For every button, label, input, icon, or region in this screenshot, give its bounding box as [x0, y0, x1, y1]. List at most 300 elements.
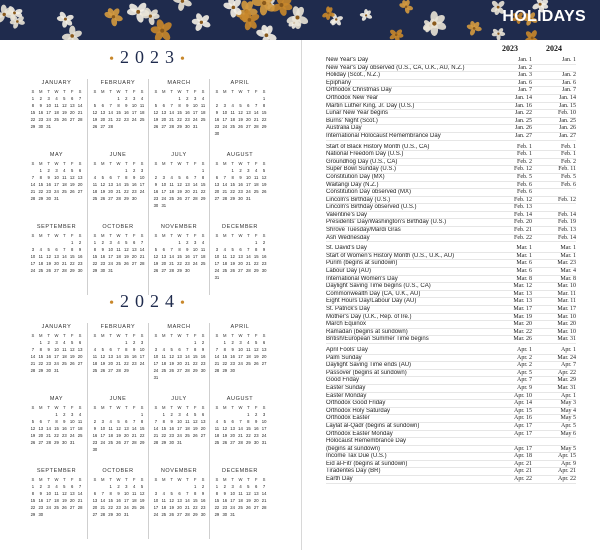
day-number: 19: [124, 254, 129, 259]
date-2024: May 4: [560, 407, 576, 414]
day-number: 23: [222, 505, 228, 510]
day-number: 14: [62, 254, 67, 259]
weekday-letter: F: [132, 161, 136, 166]
month-days-grid: [29, 475, 84, 535]
day-number: 31: [153, 375, 159, 380]
day-number: 6: [93, 491, 97, 496]
holiday-name: Orthodox Holy Saturday: [326, 407, 391, 414]
day-number: 14: [100, 498, 106, 503]
day-number: 15: [261, 110, 267, 115]
day-number: 19: [100, 189, 106, 194]
day-number: 21: [30, 361, 36, 366]
day-number: 1: [31, 96, 35, 101]
weekday-letter: S: [262, 405, 266, 410]
holiday-name: Australia Day: [326, 125, 362, 132]
day-number: 4: [109, 419, 112, 424]
day-number: 17: [238, 354, 243, 359]
day-number: 20: [131, 254, 137, 259]
month-days-grid: [213, 159, 268, 219]
day-number: 25: [116, 261, 121, 266]
day-number: 20: [92, 505, 98, 510]
holiday-row: [326, 461, 576, 469]
weekday-letter: M: [101, 477, 105, 482]
day-number: 9: [39, 491, 42, 496]
day-number: 2: [201, 340, 205, 345]
weekday-letter: S: [78, 161, 82, 166]
day-number: 18: [62, 182, 67, 187]
day-number: 5: [239, 103, 242, 108]
day-number: 10: [108, 247, 113, 252]
day-number: 4: [140, 96, 144, 101]
day-number: 18: [253, 182, 259, 187]
day-number: 29: [30, 124, 36, 129]
day-number: 9: [186, 103, 189, 108]
day-number: 19: [62, 498, 67, 503]
day-number: 24: [131, 117, 137, 122]
day-number: 22: [124, 361, 129, 366]
month-days-grid: [29, 231, 84, 291]
day-number: 15: [253, 254, 259, 259]
day-number: 21: [261, 498, 267, 503]
day-number: 10: [214, 254, 220, 259]
day-number: 14: [261, 491, 267, 496]
date-2023: Feb. 2: [517, 158, 532, 165]
holiday-row: [326, 321, 576, 329]
weekday-letter: M: [39, 233, 43, 238]
holiday-name: Ramadan (begins at sundown): [326, 328, 408, 335]
day-number: 7: [31, 175, 35, 180]
day-number: 30: [222, 512, 228, 517]
month-name: MARCH: [167, 80, 191, 86]
day-number: 6: [71, 484, 74, 489]
day-number: 20: [238, 261, 243, 266]
holiday-row: [326, 204, 576, 212]
date-2024: Feb. 6: [561, 181, 576, 188]
day-number: 14: [30, 354, 36, 359]
month-days-grid: [29, 87, 84, 147]
day-number: 4: [117, 240, 120, 245]
day-number: 3: [101, 419, 104, 424]
day-number: 6: [239, 247, 242, 252]
day-number: 23: [185, 117, 190, 122]
holiday-name: Lincoln's Birthday observed (U.S.): [326, 204, 417, 211]
month-days-grid: [29, 403, 84, 463]
day-number: 6: [71, 96, 74, 101]
date-2024: Jan. 25: [559, 117, 576, 124]
day-number: 22: [108, 505, 113, 510]
month-days-grid: [29, 331, 84, 391]
day-number: 24: [108, 261, 113, 266]
day-number: 10: [139, 347, 145, 352]
column-header-2023: 2023: [502, 44, 518, 53]
weekday-letter: F: [132, 233, 136, 238]
day-number: 1: [31, 484, 35, 489]
weekday-letter: M: [101, 333, 105, 338]
day-number: 26: [169, 512, 174, 517]
date-2023: Apr. 17: [514, 422, 532, 429]
date-2023: Mar. 26: [513, 336, 532, 343]
day-number: 23: [238, 189, 243, 194]
day-number: 14: [192, 182, 198, 187]
month-days-grid: [152, 159, 207, 219]
month-december: [209, 467, 270, 539]
day-number: 1: [55, 412, 58, 417]
day-number: 16: [38, 110, 44, 115]
date-2024: Mar. 24: [557, 354, 576, 361]
holiday-name: New Year's Day: [326, 57, 369, 63]
column-header-2024: 2024: [546, 44, 562, 53]
holiday-row: [326, 336, 576, 344]
weekday-letter: S: [154, 405, 158, 410]
day-number: 22: [246, 433, 251, 438]
day-number: 7: [262, 484, 266, 489]
day-number: 8: [71, 247, 74, 252]
day-number: 1: [39, 168, 42, 173]
day-number: 6: [186, 175, 189, 180]
holiday-row: [326, 80, 576, 88]
day-number: 5: [71, 340, 74, 345]
date-2024: Apr. 22: [558, 369, 576, 376]
day-number: 23: [153, 196, 159, 201]
day-number: 11: [185, 419, 190, 424]
weekday-letter: F: [70, 233, 74, 238]
date-2024: Feb. 11: [558, 166, 576, 173]
month-name: OCTOBER: [102, 224, 134, 230]
date-2023: Jan. 7: [518, 87, 532, 94]
date-2024: Mar. 17: [557, 306, 576, 312]
day-number: 27: [214, 196, 220, 201]
day-number: 15: [200, 182, 206, 187]
day-number: 15: [124, 354, 129, 359]
day-number: 10: [238, 347, 243, 352]
weekday-letter: T: [170, 89, 173, 94]
day-number: 11: [62, 175, 67, 180]
day-number: 4: [201, 96, 205, 101]
weekday-letter: W: [54, 477, 59, 482]
holiday-row: [326, 159, 576, 167]
day-number: 22: [161, 433, 167, 438]
day-number: 22: [222, 361, 228, 366]
day-number: 4: [223, 247, 226, 252]
day-number: 25: [77, 433, 83, 438]
day-number: 4: [255, 168, 258, 173]
day-number: 3: [178, 412, 181, 417]
day-number: 19: [177, 189, 182, 194]
weekday-letter: T: [47, 89, 50, 94]
day-number: 8: [231, 175, 234, 180]
day-number: 6: [215, 175, 219, 180]
date-2023: Mar. 8: [516, 275, 532, 282]
weekday-letter: W: [177, 477, 182, 482]
day-number: 12: [169, 498, 174, 503]
day-number: 25: [161, 368, 167, 373]
day-number: 8: [125, 175, 128, 180]
weekday-letter: S: [93, 233, 97, 238]
day-number: 21: [222, 189, 228, 194]
day-number: 2: [78, 240, 82, 245]
day-number: 10: [153, 354, 159, 359]
holiday-row: [326, 144, 576, 152]
date-2024: Mar. 8: [560, 275, 576, 282]
day-number: 3: [194, 240, 197, 245]
day-number: 10: [100, 426, 106, 431]
day-number: 4: [201, 240, 205, 245]
weekday-letter: W: [177, 233, 182, 238]
day-number: 25: [108, 440, 113, 445]
day-number: 11: [230, 110, 235, 115]
flower-icon: [399, 0, 414, 14]
day-number: 15: [54, 426, 59, 431]
day-number: 27: [230, 440, 235, 445]
holiday-name: Groundhog Day (U.S., CA): [326, 158, 398, 165]
day-number: 3: [162, 175, 165, 180]
day-number: 13: [161, 254, 167, 259]
month-days-grid: [91, 403, 146, 463]
month-december: [209, 223, 270, 295]
day-number: 12: [62, 491, 67, 496]
weekday-letter: W: [54, 161, 59, 166]
weekday-letter: S: [78, 89, 82, 94]
day-number: 13: [69, 103, 75, 108]
day-number: 8: [247, 419, 250, 424]
day-number: 15: [192, 354, 198, 359]
date-2023: Mar. 19: [513, 313, 532, 320]
day-number: 15: [124, 182, 129, 187]
weekday-letter: M: [162, 89, 166, 94]
bullet-icon: •: [109, 52, 120, 67]
day-number: 26: [139, 505, 145, 510]
month-days-grid: [213, 231, 268, 291]
weekday-letter: T: [63, 477, 66, 482]
weekday-letter: W: [116, 89, 121, 94]
day-number: 24: [54, 189, 59, 194]
day-number: 16: [261, 254, 267, 259]
day-number: 24: [30, 268, 36, 273]
day-number: 28: [30, 368, 36, 373]
day-number: 24: [192, 261, 198, 266]
day-number: 13: [54, 254, 59, 259]
day-number: 14: [169, 110, 174, 115]
day-number: 6: [247, 103, 250, 108]
date-2023: Jan. 16: [515, 102, 532, 109]
day-number: 1: [231, 168, 234, 173]
day-number: 12: [46, 254, 51, 259]
day-number: 2: [262, 240, 266, 245]
day-number: 19: [222, 433, 228, 438]
day-number: 21: [246, 261, 251, 266]
day-number: 14: [214, 354, 220, 359]
day-number: 12: [116, 426, 121, 431]
day-number: 19: [69, 182, 75, 187]
day-number: 28: [185, 512, 190, 517]
date-2024: Mar. 1: [560, 252, 576, 259]
day-number: 9: [186, 247, 189, 252]
date-2024: Apr. 21: [558, 468, 576, 475]
weekday-letter: W: [238, 89, 243, 94]
date-2024: Jan. 26: [559, 125, 576, 132]
day-number: 24: [46, 505, 51, 510]
day-number: 18: [108, 433, 113, 438]
day-number: 16: [46, 354, 51, 359]
day-number: 11: [92, 354, 98, 359]
flower-icon: [524, 29, 540, 40]
day-number: 30: [38, 124, 44, 129]
day-number: 24: [222, 124, 228, 129]
day-number: 24: [230, 505, 235, 510]
date-2023: Mar. 1: [516, 252, 532, 259]
day-number: 23: [200, 505, 206, 510]
day-number: 21: [77, 110, 83, 115]
day-number: 12: [192, 419, 198, 424]
day-number: 5: [170, 347, 173, 352]
day-number: 21: [108, 117, 113, 122]
day-number: 5: [178, 175, 181, 180]
weekday-letter: T: [231, 233, 234, 238]
weekday-letter: T: [247, 161, 250, 166]
holiday-name: Easter Sunday: [326, 384, 366, 391]
day-number: 20: [54, 261, 59, 266]
day-number: 27: [69, 505, 75, 510]
day-number: 29: [177, 268, 182, 273]
day-number: 16: [185, 254, 190, 259]
day-number: 7: [255, 103, 258, 108]
day-number: 6: [133, 240, 136, 245]
day-number: 23: [261, 261, 267, 266]
day-number: 19: [69, 354, 75, 359]
day-number: 3: [31, 247, 35, 252]
day-number: 8: [39, 347, 42, 352]
day-number: 18: [230, 117, 235, 122]
day-number: 30: [62, 440, 67, 445]
day-number: 15: [139, 426, 145, 431]
day-number: 21: [116, 361, 121, 366]
weekday-letter: M: [223, 161, 227, 166]
day-number: 22: [261, 117, 267, 122]
day-number: 8: [255, 247, 258, 252]
day-number: 29: [124, 196, 129, 201]
holiday-name: Orthodox Easter: [326, 415, 370, 422]
month-days-grid: [213, 403, 268, 463]
holiday-name: Laylat al-Qadr (begins at sundown): [326, 422, 420, 429]
day-number: 4: [247, 340, 250, 345]
day-number: 5: [223, 419, 226, 424]
day-number: 13: [124, 426, 129, 431]
weekday-letter: S: [215, 477, 219, 482]
day-number: 28: [131, 440, 137, 445]
date-2023: Mar. 20: [513, 321, 532, 328]
day-number: 6: [101, 103, 104, 108]
day-number: 12: [230, 254, 235, 259]
day-number: 2: [47, 340, 50, 345]
holiday-name: British/European Summer Time begins: [326, 336, 429, 343]
month-row: [26, 323, 270, 395]
day-number: 12: [261, 175, 267, 180]
day-number: 5: [255, 340, 258, 345]
holiday-row: [326, 197, 576, 205]
day-number: 2: [125, 96, 128, 101]
holiday-name: Super Bowl Sunday (U.S.): [326, 166, 397, 173]
day-number: 12: [253, 347, 259, 352]
day-number: 22: [214, 505, 220, 510]
day-number: 25: [54, 117, 59, 122]
day-number: 27: [177, 368, 182, 373]
day-number: 16: [238, 182, 243, 187]
weekday-letter: W: [177, 405, 182, 410]
day-number: 13: [261, 347, 267, 352]
day-number: 29: [124, 368, 129, 373]
day-number: 29: [214, 512, 220, 517]
day-number: 17: [54, 354, 59, 359]
day-number: 24: [177, 433, 182, 438]
day-number: 3: [71, 412, 74, 417]
day-number: 23: [131, 189, 137, 194]
day-number: 6: [162, 247, 165, 252]
day-number: 15: [246, 426, 251, 431]
day-number: 11: [116, 247, 121, 252]
month-july: [148, 151, 209, 223]
day-number: 17: [124, 498, 129, 503]
date-2024: Mar. 23: [557, 260, 576, 267]
day-number: 9: [215, 110, 219, 115]
day-number: 1: [194, 340, 197, 345]
day-number: 18: [92, 189, 98, 194]
day-number: 30: [38, 512, 44, 517]
day-number: 20: [108, 189, 113, 194]
date-2023: Apr. 9: [517, 384, 532, 391]
month-october: [87, 467, 148, 539]
holiday-name: Shrove Tuesday/Mardi Gras: [326, 227, 401, 234]
holiday-name: Presidents' Day/Washington's Birthday (U.S.): [326, 219, 447, 226]
day-number: 12: [139, 491, 145, 496]
day-number: 30: [77, 268, 83, 273]
day-number: 11: [200, 103, 206, 108]
flower-icon: [191, 12, 211, 32]
day-number: 31: [214, 275, 220, 280]
day-number: 5: [63, 96, 66, 101]
day-number: 16: [153, 189, 159, 194]
day-number: 29: [246, 440, 251, 445]
weekday-letter: T: [109, 333, 112, 338]
day-number: 12: [222, 426, 228, 431]
day-number: 23: [124, 117, 129, 122]
day-number: 12: [69, 347, 75, 352]
day-number: 5: [101, 347, 104, 352]
day-number: 21: [77, 498, 83, 503]
month-name: JUNE: [109, 152, 127, 158]
day-number: 28: [238, 440, 243, 445]
day-number: 13: [230, 426, 235, 431]
day-number: 9: [133, 347, 136, 352]
weekday-letter: S: [78, 477, 82, 482]
holiday-row: [326, 355, 576, 363]
day-number: 10: [46, 103, 51, 108]
day-number: 12: [92, 110, 98, 115]
day-number: 25: [62, 189, 67, 194]
day-number: 30: [153, 203, 159, 208]
day-number: 4: [63, 340, 66, 345]
day-number: 15: [108, 498, 113, 503]
day-number: 23: [38, 505, 44, 510]
day-number: 23: [38, 117, 44, 122]
month-february: [87, 79, 148, 151]
day-number: 11: [62, 347, 67, 352]
day-number: 24: [46, 117, 51, 122]
weekday-letter: T: [186, 161, 189, 166]
date-2023: Mar. 6: [516, 260, 532, 267]
day-number: 6: [109, 347, 112, 352]
day-number: 1: [262, 96, 266, 101]
day-number: 22: [30, 505, 36, 510]
